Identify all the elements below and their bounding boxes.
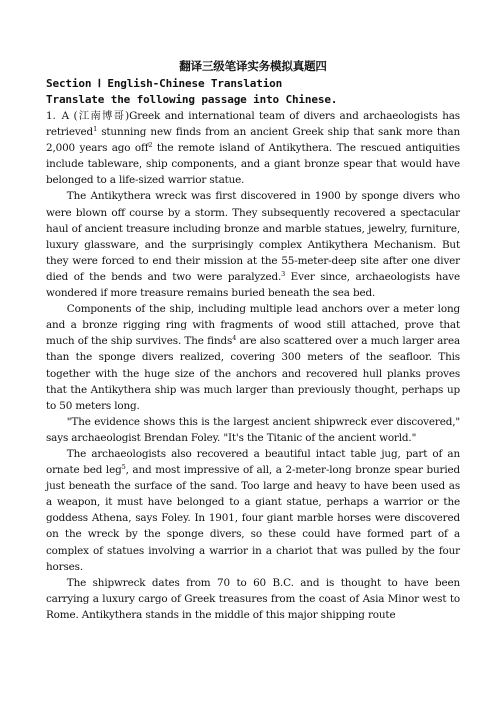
paragraph-1-text-c: the remote island of Antikythera. The rescued antiquities include tableware, ship components, and a giant bronze spear that would have belonged to a life-sized warrior statue. [46, 142, 460, 187]
paragraph-2-text-b: Ever since, archaeologists have wondered if more treasure remains buried beneath the sea bed. [46, 270, 460, 300]
footnote-marker-1: 1 [93, 125, 98, 134]
question-number: 1. [46, 110, 56, 122]
paragraph-5-text-a: The archaeologists also recovered a beautiful intact table jug, part of an ornate bed leg [46, 447, 460, 477]
footnote-marker-5: 5 [121, 463, 126, 472]
document-title: 翻译三级笔译实务模拟真题四 [179, 59, 327, 73]
paragraph-3-text-a: Components of the ship, including multiple lead anchors over a meter long and a bronze rigging ring with fragments of wood still attached, prove that much of the ship survives. The finds [46, 303, 460, 348]
footnote-marker-2: 2 [148, 141, 153, 150]
paragraph-1-text-b: stunning new finds from an ancient Greek ship that sank more than 2,000 years ago off [46, 126, 460, 155]
paragraph-2-text-a: The Antikythera wreck was first discovered in 1900 by sponge divers who were blown off course by a storm. They subsequently recovered a spectacular haul of ancient treasure including bronze and marble statues, jewelry, furniture, luxury glassware, and the surprisingly complex Antikythera Mechanism. But they were forced to end their mission at the 55-meter-deep site after one diver died of the bends and two were paralyzed. [46, 190, 460, 283]
paragraph-5-text-b: , and most impressive of all, a 2-meter-long bronze spear buried just beneath the surface of the sand. Too large and heavy to have been used as a weapon, it must have belonged to a giant statue, perhaps a warrior or the goddess Athena, says Foley. In 1901, four giant marble horses were discovered on the wreck by the sponge divers, so these could have formed part of a complex of statues involving a warrior in a chariot that was pulled by the four horses. [46, 464, 460, 573]
paragraph-5 [46, 446, 460, 575]
paragraph-1 [46, 108, 460, 188]
footnote-marker-4: 4 [232, 334, 237, 343]
paragraph-2 [46, 188, 460, 301]
document-body [46, 58, 460, 623]
paragraph-4: "The evidence shows this is the largest ancient shipwreck ever discovered," says archaeologist Brendan Foley. "It's the Titanic of the ancient world." [46, 415, 460, 444]
section-heading: Section Ⅰ English-Chinese Translation [46, 77, 283, 90]
paragraph-3-text-b: are also scattered over a much larger area than the sponge divers realized, covering 300 meters of the seafloor. This together with the huge size of the anchors and recovered hull planks proves that the Antikythera ship was much larger than previously thought, perhaps up to 50 meters long. [46, 335, 460, 412]
paragraph-6: The shipwreck dates from 70 to 60 B.C. and is thought to have been carrying a luxury cargo of Greek treasures from the coast of Asia Minor west to Rome. Antikythera stands in the middle of this major shipping route [46, 576, 460, 621]
footnote-marker-3: 3 [281, 269, 286, 278]
paragraph-1-text-a: A (江南博哥)Greek and international team of divers and archaeologists has retrieved [46, 110, 460, 139]
paragraph-3 [46, 301, 460, 414]
instruction-heading: Translate the following passage into Chinese. [46, 93, 338, 106]
